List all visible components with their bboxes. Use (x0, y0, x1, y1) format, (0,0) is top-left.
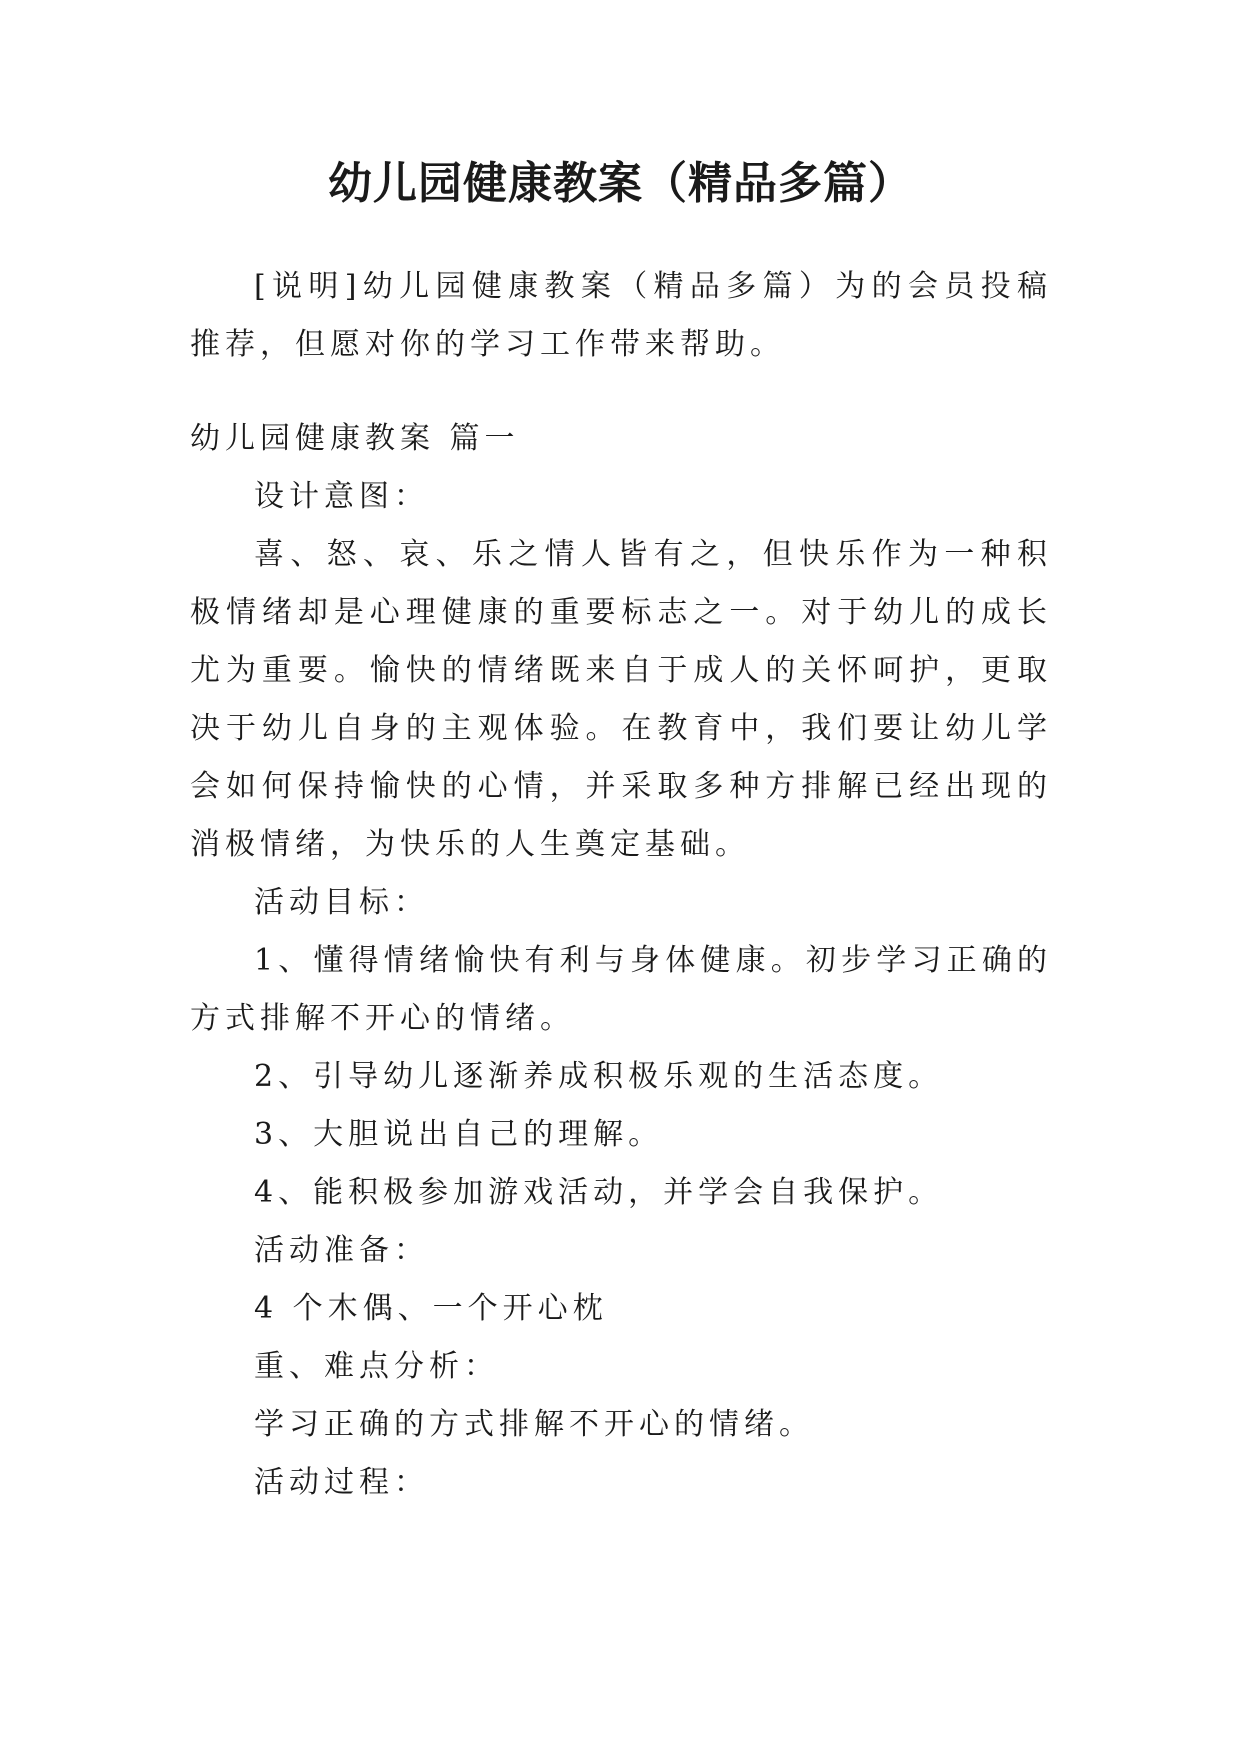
goals-label: 活动目标： (254, 885, 429, 920)
design-intent-paragraph: 喜、怒、哀、乐之情人皆有之，但快乐作为一种积极情绪却是心理健康的重要标志之一。对于幼儿的成长尤为重要。愉快的情绪既来自于成人的关怀呵护，更取决于幼儿自身的主观体验。在教育中，我们要让幼儿学会如何保持愉快的心情，并采取多种方排解已经出现的消极情绪，为快乐的人生奠定基础。 (190, 537, 1052, 862)
process-label: 活动过程： (254, 1465, 429, 1500)
design-intent-label: 设计意图： (254, 479, 429, 514)
goal-item-3: 3、大胆说出自己的理解。 (254, 1117, 664, 1152)
section-heading: 幼儿园健康教案 篇一 (190, 421, 520, 456)
document-title: 幼儿园健康教案（精品多篇） (328, 158, 913, 209)
section-one (190, 410, 1052, 1512)
goal-item-2: 2、引导幼儿逐渐养成积极乐观的生活态度。 (254, 1059, 944, 1094)
goal-item-4: 4、能积极参加游戏活动，并学会自我保护。 (254, 1175, 944, 1210)
prep-text: 4 个木偶、一个开心枕 (254, 1291, 608, 1326)
key-points-text: 学习正确的方式排解不开心的情绪。 (254, 1407, 814, 1442)
key-points-label: 重、难点分析： (254, 1349, 499, 1384)
goal-item-1: 1、懂得情绪愉快有利与身体健康。初步学习正确的方式排解不开心的情绪。 (190, 943, 1052, 1036)
intro-block (190, 258, 1052, 374)
intro-paragraph: [说明]幼儿园健康教案（精品多篇）为的会员投稿推荐，但愿对你的学习工作带来帮助。 (190, 269, 1052, 362)
prep-label: 活动准备： (254, 1233, 429, 1268)
